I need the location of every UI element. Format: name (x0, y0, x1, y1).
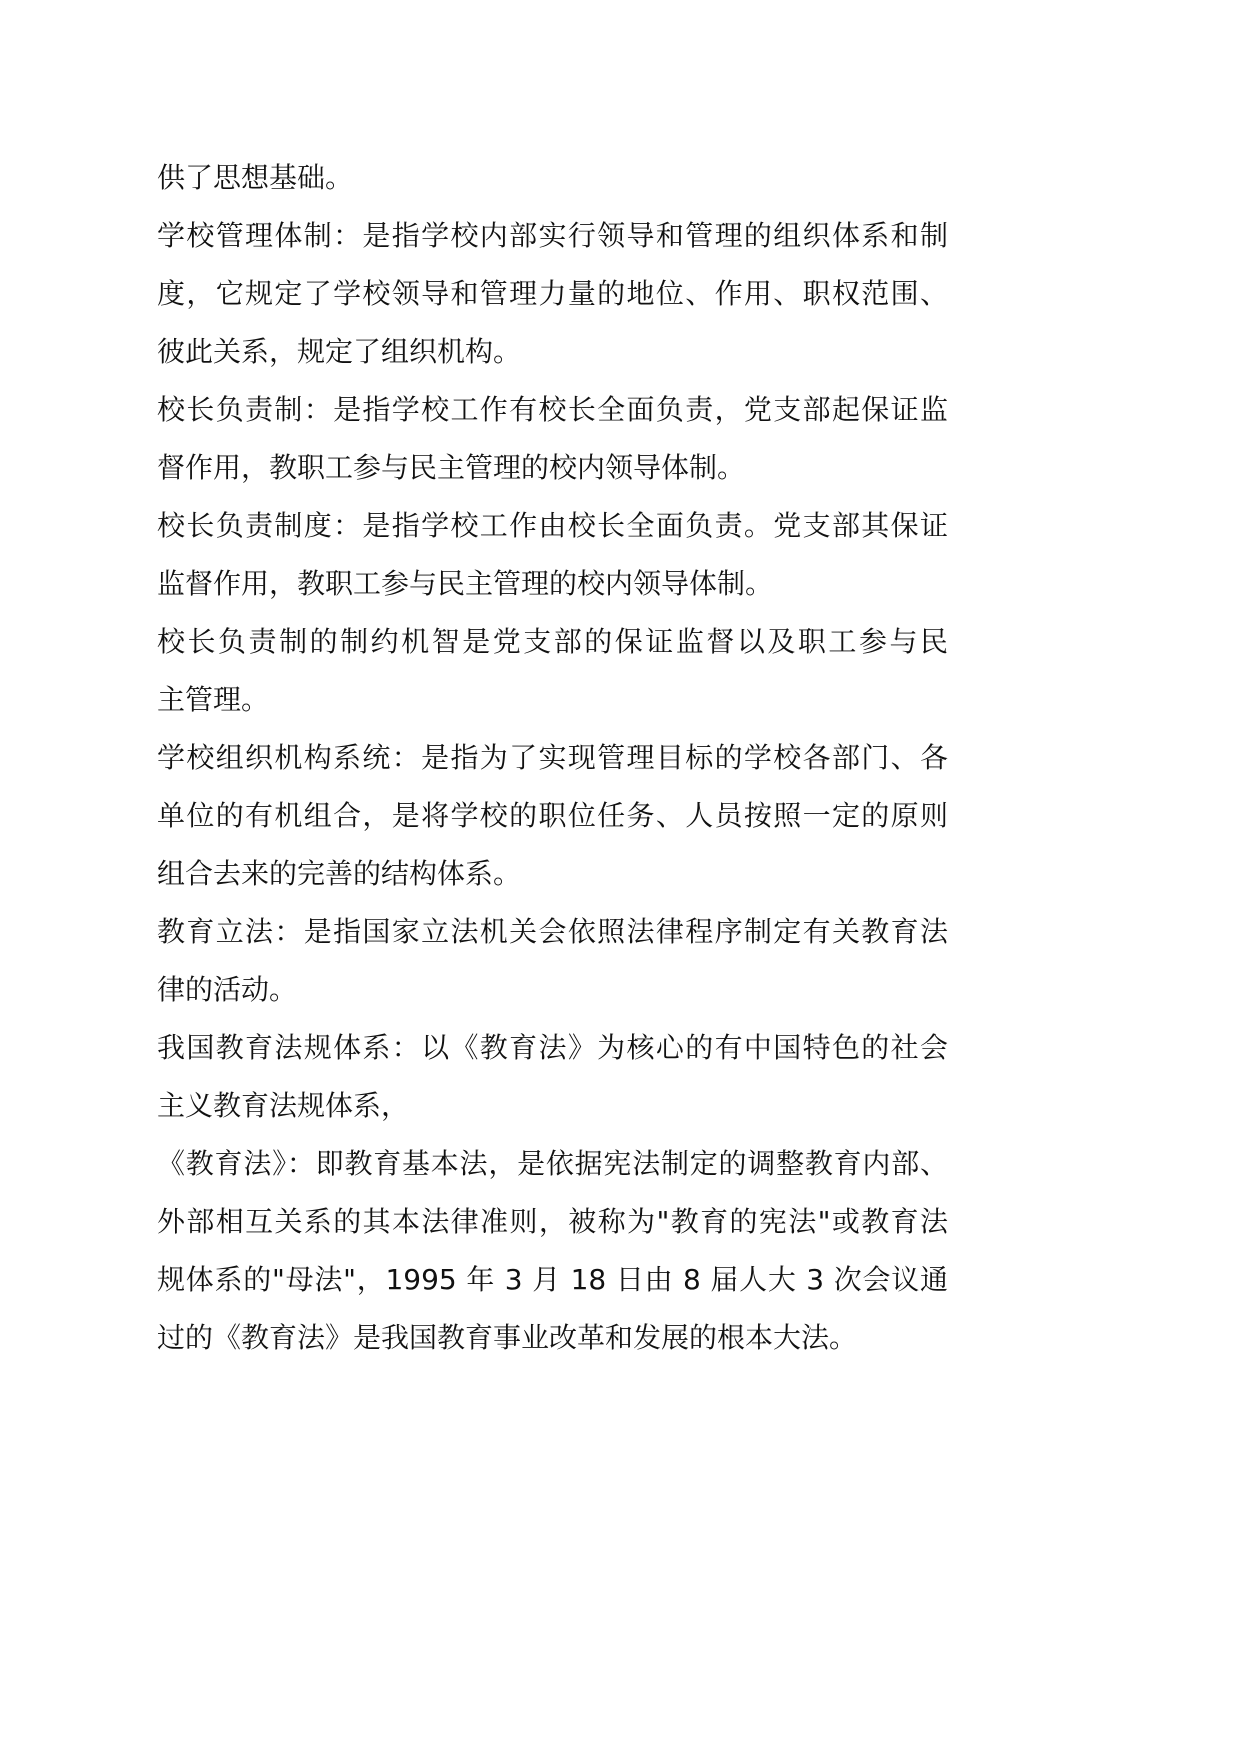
text-line: 校长负责制：是指学校工作有校长全面负责，党支部起保证监 (157, 393, 948, 426)
text-line: 外部相互关系的其本法律准则，被称为"教育的宪法"或教育法 (157, 1205, 948, 1238)
text-line: 学校管理体制：是指学校内部实行领导和管理的组织体系和制 (157, 219, 948, 252)
paragraph-education-legislation (157, 903, 948, 1019)
text-line: 律的活动。 (157, 973, 298, 1006)
text-line: 学校组织机构系统：是指为了实现管理目标的学校各部门、各 (157, 741, 948, 774)
text-line: 校长负责制度：是指学校工作由校长全面负责。党支部其保证 (157, 509, 948, 542)
text-line: 供了思想基础。 (157, 161, 354, 194)
text-line: 主义教育法规体系， (157, 1089, 410, 1122)
paragraph-education-law (157, 1135, 948, 1367)
text-line: 督作用，教职工参与民主管理的校内领导体制。 (157, 451, 746, 484)
text-line: 单位的有机组合，是将学校的职位任务、人员按照一定的原则 (157, 799, 948, 832)
text-line: 教育立法：是指国家立法机关会依照法律程序制定有关教育法 (157, 915, 948, 948)
text-line: 组合去来的完善的结构体系。 (157, 857, 522, 890)
paragraph-principal-responsibility-system (157, 381, 948, 497)
paragraph-restriction-mechanism (157, 613, 948, 729)
text-line: 校长负责制的制约机智是党支部的保证监督以及职工参与民 (157, 625, 948, 658)
text-line: 我国教育法规体系：以《教育法》为核心的有中国特色的社会 (157, 1031, 948, 1064)
text-line: 彼此关系，规定了组织机构。 (157, 335, 522, 368)
document-body (157, 149, 948, 1367)
paragraph-continuation (157, 149, 948, 207)
paragraph-school-management-system (157, 207, 948, 381)
text-line: 主管理。 (157, 683, 270, 716)
text-line: 《教育法》：即教育基本法，是依据宪法制定的调整教育内部、 (157, 1147, 948, 1180)
paragraph-principal-responsibility-institution (157, 497, 948, 613)
text-line: 监督作用，教职工参与民主管理的校内领导体制。 (157, 567, 774, 600)
text-line: 度，它规定了学校领导和管理力量的地位、作用、职权范围、 (157, 277, 948, 310)
text-line: 规体系的"母法"，1995 年 3 月 18 日由 8 届人大 3 次会议通 (157, 1263, 948, 1296)
paragraph-education-law-system (157, 1019, 948, 1135)
paragraph-school-organization-system (157, 729, 948, 903)
text-line: 过的《教育法》是我国教育事业改革和发展的根本大法。 (157, 1321, 858, 1354)
